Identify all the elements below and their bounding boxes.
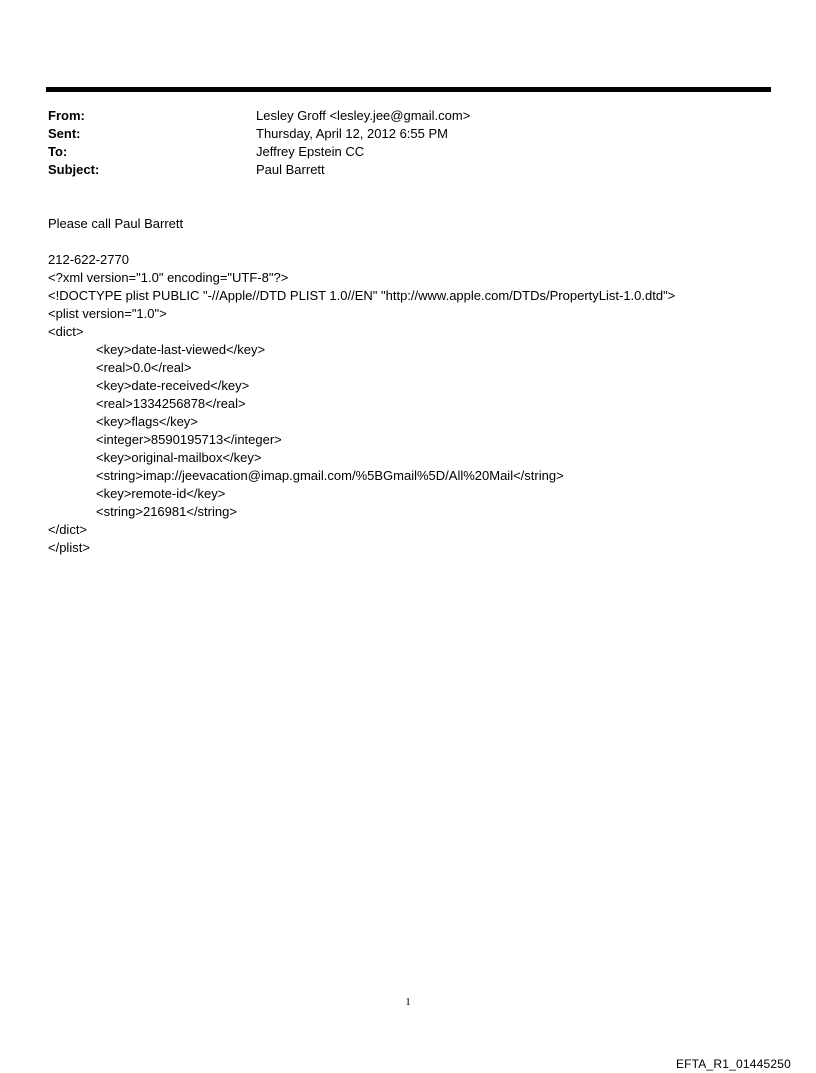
plist-open: <plist version="1.0"> xyxy=(48,306,167,321)
email-header xyxy=(48,107,748,179)
bates-number: EFTA_R1_01445250 xyxy=(675,1057,791,1071)
page-number: 1 xyxy=(405,996,411,1008)
dict-close: </dict> xyxy=(48,522,88,537)
xml-declaration: <?xml version="1.0" encoding="UTF-8"?> xyxy=(48,270,289,285)
dict-line: <key>date-received</key> xyxy=(96,378,250,393)
to-value: Jeffrey Epstein CC xyxy=(256,144,365,159)
dict-line: <string>216981</string> xyxy=(96,504,237,519)
blank-line xyxy=(48,233,788,251)
dict-line: <string>imap://jeevacation@imap.gmail.com/%5BGmail%5D/All%20Mail</string> xyxy=(96,468,564,483)
subject-row xyxy=(48,161,748,179)
greeting-line: Please call Paul Barrett xyxy=(48,216,184,231)
phone-line: 212-622-2770 xyxy=(48,252,129,267)
sent-value: Thursday, April 12, 2012 6:55 PM xyxy=(256,126,448,141)
dict-line: <key>remote-id</key> xyxy=(96,486,226,501)
from-value: Lesley Groff <lesley.jee@gmail.com> xyxy=(256,108,471,123)
to-row xyxy=(48,143,748,161)
sent-row xyxy=(48,125,748,143)
sent-label: Sent: xyxy=(48,126,81,141)
subject-value: Paul Barrett xyxy=(256,162,325,177)
email-body xyxy=(48,215,788,557)
to-label: To: xyxy=(48,144,68,159)
subject-label: Subject: xyxy=(48,162,100,177)
header-divider xyxy=(46,87,771,92)
dict-line: <key>original-mailbox</key> xyxy=(96,450,262,465)
dict-line: <real>1334256878</real> xyxy=(96,396,246,411)
dict-line: <real>0.0</real> xyxy=(96,360,192,375)
dict-line: <key>flags</key> xyxy=(96,414,198,429)
from-row xyxy=(48,107,748,125)
from-label: From: xyxy=(48,108,85,123)
doctype-line: <!DOCTYPE plist PUBLIC "-//Apple//DTD PLIST 1.0//EN" "http://www.apple.com/DTDs/PropertyList-1.0.dtd"> xyxy=(48,288,676,303)
dict-line: <integer>8590195713</integer> xyxy=(96,432,282,447)
plist-close: </plist> xyxy=(48,540,90,555)
dict-line: <key>date-last-viewed</key> xyxy=(96,342,266,357)
dict-open: <dict> xyxy=(48,324,84,339)
